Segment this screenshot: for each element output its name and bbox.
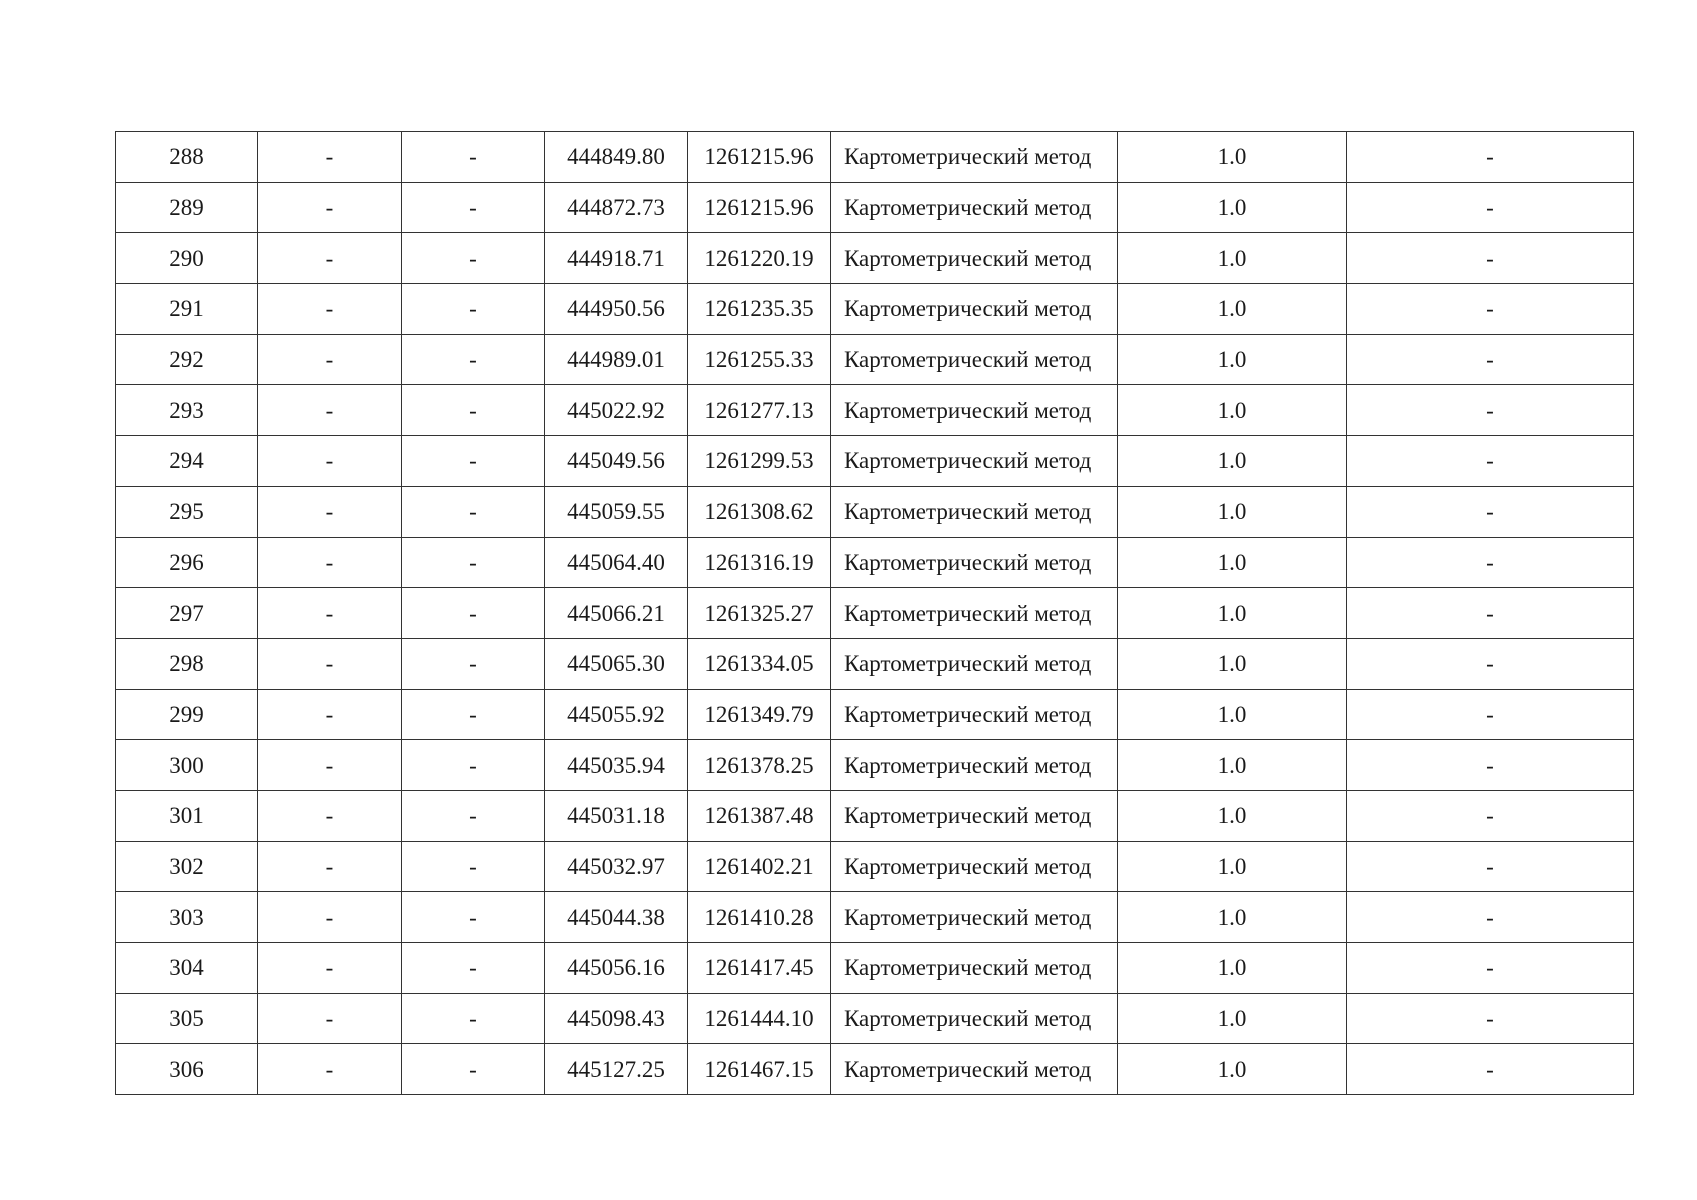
dash-cell: - bbox=[402, 943, 545, 994]
dash-cell: - bbox=[402, 486, 545, 537]
method-cell: Картометрический метод bbox=[831, 132, 1118, 183]
x-coordinate-cell: 445044.38 bbox=[545, 892, 688, 943]
x-coordinate-cell: 444989.01 bbox=[545, 334, 688, 385]
dash-cell: - bbox=[402, 334, 545, 385]
point-number-cell: 302 bbox=[116, 841, 258, 892]
y-coordinate-cell: 1261308.62 bbox=[688, 486, 831, 537]
x-coordinate-cell: 445064.40 bbox=[545, 537, 688, 588]
method-cell: Картометрический метод bbox=[831, 182, 1118, 233]
point-number-cell: 300 bbox=[116, 740, 258, 791]
method-cell: Картометрический метод bbox=[831, 486, 1118, 537]
y-coordinate-cell: 1261349.79 bbox=[688, 689, 831, 740]
method-cell: Картометрический метод bbox=[831, 689, 1118, 740]
dash-cell: - bbox=[258, 486, 402, 537]
x-coordinate-cell: 445022.92 bbox=[545, 385, 688, 436]
method-cell: Картометрический метод bbox=[831, 334, 1118, 385]
dash-cell: - bbox=[402, 537, 545, 588]
point-number-cell: 298 bbox=[116, 638, 258, 689]
accuracy-cell: 1.0 bbox=[1118, 486, 1347, 537]
dash-cell: - bbox=[402, 284, 545, 335]
point-number-cell: 294 bbox=[116, 436, 258, 487]
x-coordinate-cell: 445056.16 bbox=[545, 943, 688, 994]
dash-cell: - bbox=[1347, 233, 1634, 284]
method-cell: Картометрический метод bbox=[831, 284, 1118, 335]
point-number-cell: 295 bbox=[116, 486, 258, 537]
x-coordinate-cell: 445031.18 bbox=[545, 790, 688, 841]
y-coordinate-cell: 1261410.28 bbox=[688, 892, 831, 943]
point-number-cell: 303 bbox=[116, 892, 258, 943]
y-coordinate-cell: 1261402.21 bbox=[688, 841, 831, 892]
dash-cell: - bbox=[258, 1044, 402, 1095]
point-number-cell: 288 bbox=[116, 132, 258, 183]
accuracy-cell: 1.0 bbox=[1118, 740, 1347, 791]
dash-cell: - bbox=[258, 993, 402, 1044]
x-coordinate-cell: 445098.43 bbox=[545, 993, 688, 1044]
x-coordinate-cell: 445049.56 bbox=[545, 436, 688, 487]
dash-cell: - bbox=[402, 385, 545, 436]
point-number-cell: 290 bbox=[116, 233, 258, 284]
accuracy-cell: 1.0 bbox=[1118, 790, 1347, 841]
accuracy-cell: 1.0 bbox=[1118, 588, 1347, 639]
method-cell: Картометрический метод bbox=[831, 790, 1118, 841]
dash-cell: - bbox=[1347, 436, 1634, 487]
point-number-cell: 293 bbox=[116, 385, 258, 436]
dash-cell: - bbox=[1347, 588, 1634, 639]
table-row bbox=[116, 233, 1634, 284]
x-coordinate-cell: 445059.55 bbox=[545, 486, 688, 537]
dash-cell: - bbox=[258, 689, 402, 740]
dash-cell: - bbox=[402, 132, 545, 183]
method-cell: Картометрический метод bbox=[831, 892, 1118, 943]
point-number-cell: 301 bbox=[116, 790, 258, 841]
x-coordinate-cell: 445127.25 bbox=[545, 1044, 688, 1095]
dash-cell: - bbox=[258, 385, 402, 436]
point-number-cell: 299 bbox=[116, 689, 258, 740]
y-coordinate-cell: 1261299.53 bbox=[688, 436, 831, 487]
x-coordinate-cell: 445066.21 bbox=[545, 588, 688, 639]
accuracy-cell: 1.0 bbox=[1118, 334, 1347, 385]
table-row bbox=[116, 436, 1634, 487]
table-row bbox=[116, 537, 1634, 588]
dash-cell: - bbox=[258, 790, 402, 841]
dash-cell: - bbox=[258, 334, 402, 385]
dash-cell: - bbox=[258, 132, 402, 183]
dash-cell: - bbox=[1347, 182, 1634, 233]
table-body bbox=[116, 132, 1634, 1095]
dash-cell: - bbox=[258, 588, 402, 639]
dash-cell: - bbox=[258, 892, 402, 943]
dash-cell: - bbox=[258, 233, 402, 284]
y-coordinate-cell: 1261417.45 bbox=[688, 943, 831, 994]
accuracy-cell: 1.0 bbox=[1118, 841, 1347, 892]
y-coordinate-cell: 1261255.33 bbox=[688, 334, 831, 385]
table-row bbox=[116, 689, 1634, 740]
accuracy-cell: 1.0 bbox=[1118, 943, 1347, 994]
table-row bbox=[116, 588, 1634, 639]
dash-cell: - bbox=[1347, 385, 1634, 436]
table-row bbox=[116, 638, 1634, 689]
y-coordinate-cell: 1261215.96 bbox=[688, 132, 831, 183]
dash-cell: - bbox=[402, 740, 545, 791]
table-row bbox=[116, 284, 1634, 335]
method-cell: Картометрический метод bbox=[831, 385, 1118, 436]
table-row bbox=[116, 790, 1634, 841]
accuracy-cell: 1.0 bbox=[1118, 892, 1347, 943]
accuracy-cell: 1.0 bbox=[1118, 993, 1347, 1044]
y-coordinate-cell: 1261316.19 bbox=[688, 537, 831, 588]
point-number-cell: 306 bbox=[116, 1044, 258, 1095]
y-coordinate-cell: 1261378.25 bbox=[688, 740, 831, 791]
dash-cell: - bbox=[402, 841, 545, 892]
table-row bbox=[116, 132, 1634, 183]
x-coordinate-cell: 445055.92 bbox=[545, 689, 688, 740]
dash-cell: - bbox=[258, 537, 402, 588]
dash-cell: - bbox=[1347, 993, 1634, 1044]
dash-cell: - bbox=[1347, 841, 1634, 892]
method-cell: Картометрический метод bbox=[831, 1044, 1118, 1095]
dash-cell: - bbox=[402, 892, 545, 943]
dash-cell: - bbox=[1347, 284, 1634, 335]
accuracy-cell: 1.0 bbox=[1118, 436, 1347, 487]
dash-cell: - bbox=[258, 182, 402, 233]
x-coordinate-cell: 445065.30 bbox=[545, 638, 688, 689]
table-row bbox=[116, 943, 1634, 994]
dash-cell: - bbox=[1347, 334, 1634, 385]
table-row bbox=[116, 385, 1634, 436]
y-coordinate-cell: 1261444.10 bbox=[688, 993, 831, 1044]
y-coordinate-cell: 1261325.27 bbox=[688, 588, 831, 639]
y-coordinate-cell: 1261235.35 bbox=[688, 284, 831, 335]
dash-cell: - bbox=[1347, 486, 1634, 537]
point-number-cell: 292 bbox=[116, 334, 258, 385]
dash-cell: - bbox=[1347, 790, 1634, 841]
dash-cell: - bbox=[258, 638, 402, 689]
dash-cell: - bbox=[402, 790, 545, 841]
dash-cell: - bbox=[1347, 537, 1634, 588]
table-row bbox=[116, 892, 1634, 943]
method-cell: Картометрический метод bbox=[831, 993, 1118, 1044]
accuracy-cell: 1.0 bbox=[1118, 284, 1347, 335]
dash-cell: - bbox=[402, 638, 545, 689]
coordinates-table bbox=[115, 131, 1634, 1095]
dash-cell: - bbox=[258, 284, 402, 335]
dash-cell: - bbox=[258, 943, 402, 994]
method-cell: Картометрический метод bbox=[831, 588, 1118, 639]
accuracy-cell: 1.0 bbox=[1118, 132, 1347, 183]
table-row bbox=[116, 334, 1634, 385]
table-row bbox=[116, 1044, 1634, 1095]
x-coordinate-cell: 444950.56 bbox=[545, 284, 688, 335]
table-row bbox=[116, 740, 1634, 791]
point-number-cell: 304 bbox=[116, 943, 258, 994]
x-coordinate-cell: 444849.80 bbox=[545, 132, 688, 183]
method-cell: Картометрический метод bbox=[831, 233, 1118, 284]
dash-cell: - bbox=[1347, 638, 1634, 689]
dash-cell: - bbox=[258, 841, 402, 892]
dash-cell: - bbox=[1347, 689, 1634, 740]
dash-cell: - bbox=[402, 436, 545, 487]
point-number-cell: 297 bbox=[116, 588, 258, 639]
accuracy-cell: 1.0 bbox=[1118, 233, 1347, 284]
dash-cell: - bbox=[402, 993, 545, 1044]
accuracy-cell: 1.0 bbox=[1118, 1044, 1347, 1095]
dash-cell: - bbox=[402, 588, 545, 639]
accuracy-cell: 1.0 bbox=[1118, 689, 1347, 740]
point-number-cell: 289 bbox=[116, 182, 258, 233]
y-coordinate-cell: 1261334.05 bbox=[688, 638, 831, 689]
point-number-cell: 296 bbox=[116, 537, 258, 588]
dash-cell: - bbox=[258, 436, 402, 487]
y-coordinate-cell: 1261220.19 bbox=[688, 233, 831, 284]
accuracy-cell: 1.0 bbox=[1118, 638, 1347, 689]
dash-cell: - bbox=[1347, 1044, 1634, 1095]
dash-cell: - bbox=[402, 233, 545, 284]
dash-cell: - bbox=[1347, 740, 1634, 791]
y-coordinate-cell: 1261215.96 bbox=[688, 182, 831, 233]
dash-cell: - bbox=[402, 182, 545, 233]
dash-cell: - bbox=[402, 689, 545, 740]
method-cell: Картометрический метод bbox=[831, 537, 1118, 588]
dash-cell: - bbox=[1347, 132, 1634, 183]
accuracy-cell: 1.0 bbox=[1118, 385, 1347, 436]
y-coordinate-cell: 1261467.15 bbox=[688, 1044, 831, 1095]
method-cell: Картометрический метод bbox=[831, 740, 1118, 791]
dash-cell: - bbox=[1347, 892, 1634, 943]
dash-cell: - bbox=[258, 740, 402, 791]
point-number-cell: 305 bbox=[116, 993, 258, 1044]
point-number-cell: 291 bbox=[116, 284, 258, 335]
x-coordinate-cell: 445035.94 bbox=[545, 740, 688, 791]
accuracy-cell: 1.0 bbox=[1118, 537, 1347, 588]
method-cell: Картометрический метод bbox=[831, 841, 1118, 892]
method-cell: Картометрический метод bbox=[831, 943, 1118, 994]
x-coordinate-cell: 444918.71 bbox=[545, 233, 688, 284]
y-coordinate-cell: 1261277.13 bbox=[688, 385, 831, 436]
accuracy-cell: 1.0 bbox=[1118, 182, 1347, 233]
method-cell: Картометрический метод bbox=[831, 638, 1118, 689]
table-row bbox=[116, 841, 1634, 892]
x-coordinate-cell: 444872.73 bbox=[545, 182, 688, 233]
y-coordinate-cell: 1261387.48 bbox=[688, 790, 831, 841]
table-row bbox=[116, 993, 1634, 1044]
table-row bbox=[116, 486, 1634, 537]
dash-cell: - bbox=[402, 1044, 545, 1095]
x-coordinate-cell: 445032.97 bbox=[545, 841, 688, 892]
method-cell: Картометрический метод bbox=[831, 436, 1118, 487]
dash-cell: - bbox=[1347, 943, 1634, 994]
table-row bbox=[116, 182, 1634, 233]
